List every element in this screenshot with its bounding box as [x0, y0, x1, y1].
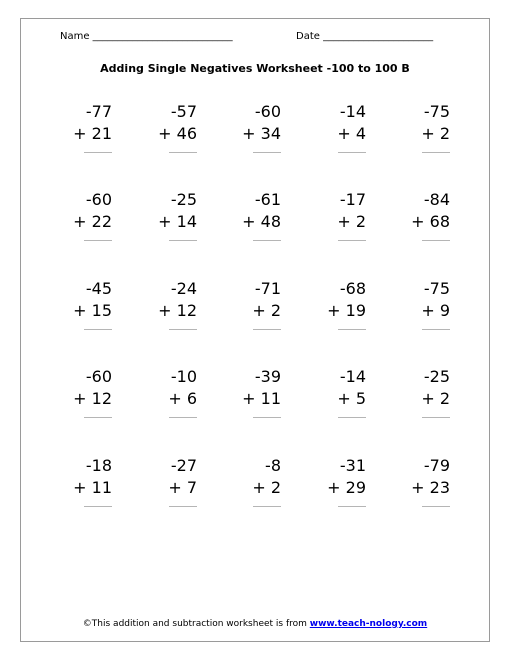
problem [211, 189, 281, 255]
answer-blank [422, 506, 450, 507]
problem [211, 278, 281, 344]
problem-bottom-number: + 12 [158, 301, 197, 320]
problem-top-number: -18 [85, 456, 112, 475]
footer-link[interactable]: www.teach-nology.com [309, 619, 428, 629]
problem [296, 455, 366, 521]
problem-bottom-number: + 19 [327, 301, 366, 320]
header-row [60, 31, 460, 45]
problem-bottom-number: + 29 [327, 478, 366, 497]
problem-bottom-number: + 2 [337, 212, 366, 231]
problem-grid [0, 101, 510, 531]
answer-blank [338, 152, 366, 153]
problem [127, 189, 197, 255]
problem [211, 101, 281, 167]
problem [42, 455, 112, 521]
answer-blank [169, 329, 197, 330]
problem [127, 366, 197, 432]
problem [296, 101, 366, 167]
answer-blank [253, 417, 281, 418]
problem [380, 455, 450, 521]
date-field: Date ______________________ [296, 31, 434, 42]
answer-blank [253, 152, 281, 153]
answer-blank [84, 329, 112, 330]
problem-top-number: -57 [170, 102, 197, 121]
answer-blank [253, 329, 281, 330]
answer-blank [422, 329, 450, 330]
problem-bottom-number: + 7 [168, 478, 197, 497]
answer-blank [338, 417, 366, 418]
problem-bottom-number: + 14 [158, 212, 197, 231]
problem-top-number: -39 [254, 367, 281, 386]
problem-top-number: -75 [423, 102, 450, 121]
name-field: Name ____________________________ [60, 31, 233, 42]
problem-bottom-number: + 11 [242, 389, 281, 408]
problem-bottom-number: + 12 [73, 389, 112, 408]
problem-bottom-number: + 68 [411, 212, 450, 231]
answer-blank [253, 506, 281, 507]
answer-blank [169, 506, 197, 507]
problem-top-number: -24 [170, 279, 197, 298]
answer-blank [84, 417, 112, 418]
problem-bottom-number: + 9 [421, 301, 450, 320]
problem-bottom-number: + 2 [421, 389, 450, 408]
problem [42, 189, 112, 255]
footer-text: ©This addition and subtraction worksheet is from [82, 619, 310, 629]
problem-top-number: -75 [423, 279, 450, 298]
problem-top-number: -45 [85, 279, 112, 298]
problem [296, 189, 366, 255]
problem-bottom-number: + 34 [242, 124, 281, 143]
problem-top-number: -14 [339, 367, 366, 386]
problem [296, 366, 366, 432]
problem-top-number: -60 [85, 190, 112, 209]
worksheet-title: Adding Single Negatives Worksheet -100 to 100 B [100, 62, 410, 75]
problem-top-number: -84 [423, 190, 450, 209]
problem [380, 278, 450, 344]
problem-row [0, 189, 510, 255]
problem [127, 455, 197, 521]
answer-blank [84, 240, 112, 241]
answer-blank [338, 329, 366, 330]
problem-bottom-number: + 2 [252, 301, 281, 320]
problem-bottom-number: + 23 [411, 478, 450, 497]
answer-blank [169, 240, 197, 241]
footer [0, 619, 510, 629]
problem [296, 278, 366, 344]
answer-blank [338, 240, 366, 241]
problem [380, 189, 450, 255]
problem-top-number: -27 [170, 456, 197, 475]
problem-top-number: -8 [265, 456, 281, 475]
problem-top-number: -77 [85, 102, 112, 121]
problem-bottom-number: + 6 [168, 389, 197, 408]
problem-bottom-number: + 2 [252, 478, 281, 497]
problem-bottom-number: + 2 [421, 124, 450, 143]
problem [42, 366, 112, 432]
problem-top-number: -60 [254, 102, 281, 121]
answer-blank [422, 152, 450, 153]
problem [211, 366, 281, 432]
problem-row [0, 101, 510, 167]
problem-top-number: -17 [339, 190, 366, 209]
answer-blank [84, 152, 112, 153]
answer-blank [253, 240, 281, 241]
problem-top-number: -31 [339, 456, 366, 475]
problem-top-number: -25 [423, 367, 450, 386]
problem-top-number: -61 [254, 190, 281, 209]
problem [42, 101, 112, 167]
answer-blank [84, 506, 112, 507]
problem-top-number: -79 [423, 456, 450, 475]
problem-bottom-number: + 46 [158, 124, 197, 143]
problem [380, 101, 450, 167]
problem-bottom-number: + 5 [337, 389, 366, 408]
answer-blank [422, 240, 450, 241]
answer-blank [169, 152, 197, 153]
problem-row [0, 366, 510, 432]
problem-bottom-number: + 15 [73, 301, 112, 320]
problem-top-number: -25 [170, 190, 197, 209]
problem-bottom-number: + 21 [73, 124, 112, 143]
answer-blank [338, 506, 366, 507]
problem-top-number: -68 [339, 279, 366, 298]
problem [127, 278, 197, 344]
problem-top-number: -14 [339, 102, 366, 121]
problem-top-number: -10 [170, 367, 197, 386]
problem [127, 101, 197, 167]
problem-top-number: -60 [85, 367, 112, 386]
problem-row [0, 455, 510, 521]
problem-bottom-number: + 48 [242, 212, 281, 231]
problem-bottom-number: + 4 [337, 124, 366, 143]
problem [42, 278, 112, 344]
problem [211, 455, 281, 521]
problem [380, 366, 450, 432]
problem-bottom-number: + 11 [73, 478, 112, 497]
problem-bottom-number: + 22 [73, 212, 112, 231]
problem-top-number: -71 [254, 279, 281, 298]
answer-blank [422, 417, 450, 418]
answer-blank [169, 417, 197, 418]
problem-row [0, 278, 510, 344]
